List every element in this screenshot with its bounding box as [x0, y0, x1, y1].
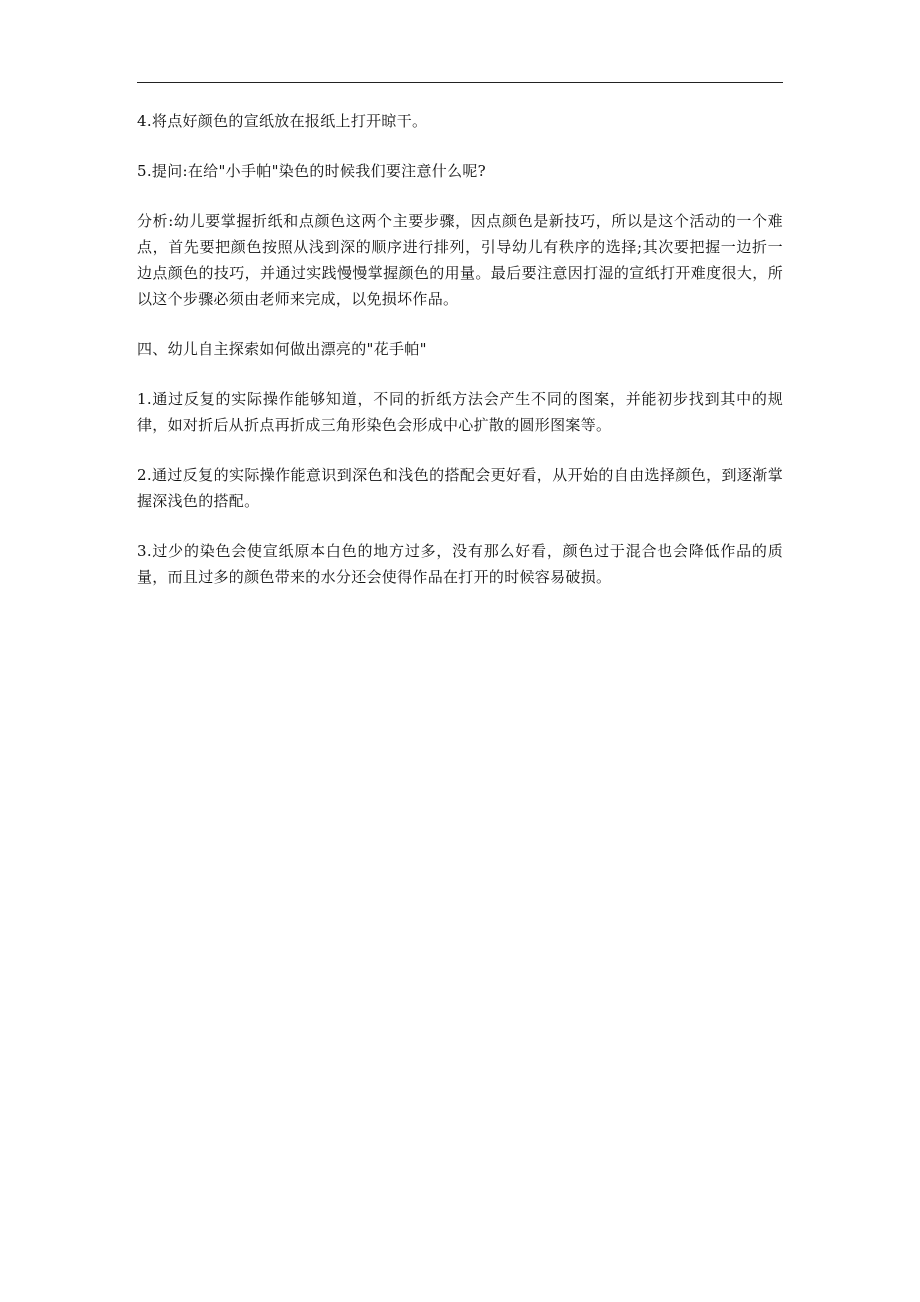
section-four-heading: 四、幼儿自主探索如何做出漂亮的"花手帕" [137, 340, 427, 358]
header-rule [137, 82, 783, 83]
step-4-paragraph: 4.将点好颜色的宣纸放在报纸上打开晾干。 [137, 112, 428, 130]
analysis-paragraph: 分析:幼儿要掌握折纸和点颜色这两个主要步骤，因点颜色是新技巧，所以是这个活动的一个难点，首先要把颜色按照从浅到深的顺序进行排列，引导幼儿有秩序的选择;其次要把握一边折一边点颜色的技巧，并通过实践慢慢掌握颜色的用量。最后要注意因打湿的宣纸打开难度很大，所以这个步骤必须由老师来完成，以免损坏作品。 [137, 212, 783, 308]
point-2-paragraph: 2.通过反复的实际操作能意识到深色和浅色的搭配会更好看，从开始的自由选择颜色，到逐渐掌握深浅色的搭配。 [137, 466, 783, 510]
step-5-question-paragraph: 5.提问:在给"小手帕"染色的时候我们要注意什么呢? [137, 162, 487, 180]
point-3-paragraph: 3.过少的染色会使宣纸原本白色的地方过多，没有那么好看，颜色过于混合也会降低作品的质量，而且过多的颜色带来的水分还会使得作品在打开的时候容易破损。 [137, 542, 783, 586]
point-1-paragraph: 1.通过反复的实际操作能够知道，不同的折纸方法会产生不同的图案，并能初步找到其中的规律，如对折后从折点再折成三角形染色会形成中心扩散的圆形图案等。 [137, 390, 783, 434]
document-body [137, 108, 783, 614]
